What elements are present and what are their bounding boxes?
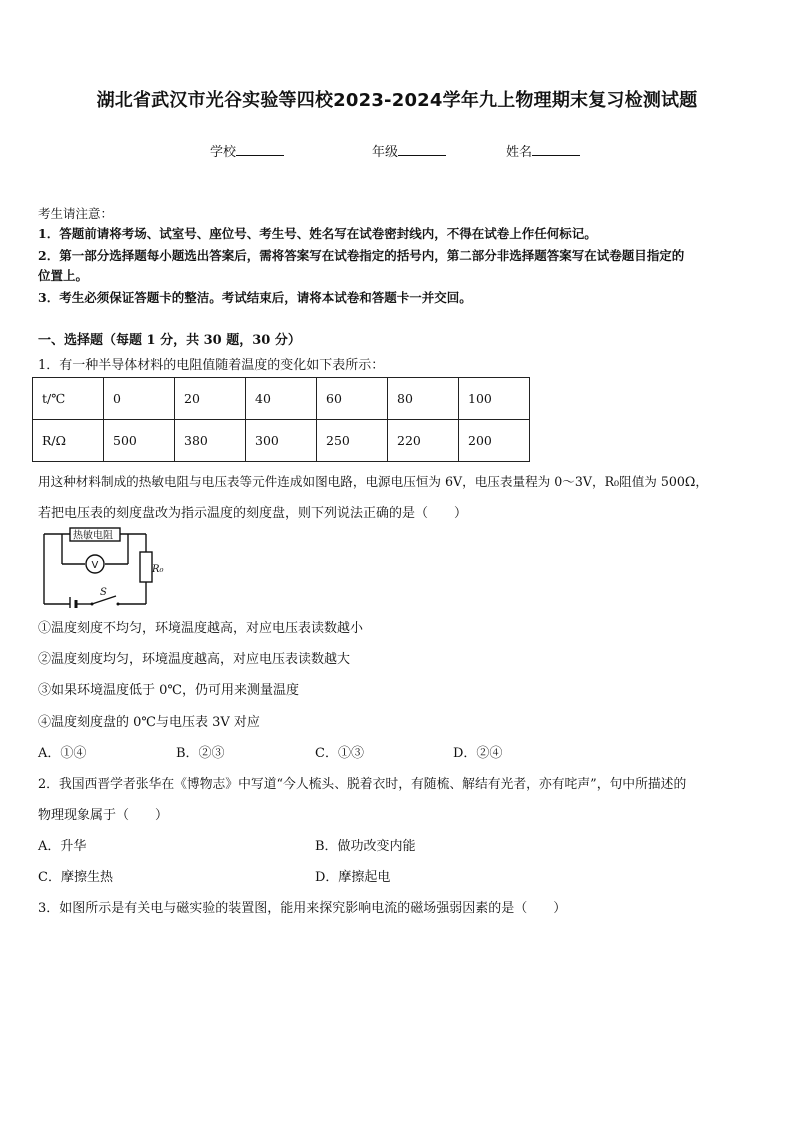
name-label: 姓名 [506, 145, 533, 160]
table-row [33, 378, 530, 420]
table-cell: 20 [175, 378, 246, 420]
r0-resistor [140, 552, 152, 582]
grade-field[interactable] [372, 141, 446, 160]
q2-option-c[interactable]: C．摩擦生热 [38, 870, 113, 885]
q1-stem: 1．有一种半导体材料的电阻值随着温度的变化如下表所示： [38, 358, 385, 373]
notice-item-2-cont: 位置上。 [38, 268, 89, 283]
school-blank[interactable] [236, 143, 284, 156]
school-label: 学校 [210, 145, 237, 160]
notice-item-3: 3．考生必须保证答题卡的整洁。考试结束后，请将本试卷和答题卡一并交回。 [38, 290, 472, 305]
table-cell-label: t/℃ [33, 378, 104, 420]
thermistor-label: 热敏电阻 [73, 530, 113, 542]
q2-option-b[interactable]: B．做功改变内能 [315, 839, 416, 854]
statement-3: ③如果环境温度低于 0℃，仍可用来测量温度 [38, 683, 299, 698]
table-cell: 250 [317, 420, 388, 462]
table-cell: 0 [104, 378, 175, 420]
circuit-diagram [40, 526, 170, 608]
statement-2: ②温度刻度均匀，环境温度越高，对应电压表读数越大 [38, 652, 351, 667]
switch-label: S [100, 587, 107, 598]
table-cell-label: R/Ω [33, 420, 104, 462]
name-blank[interactable] [532, 143, 580, 156]
statement-1: ①温度刻度不均匀，环境温度越高，对应电压表读数越小 [38, 621, 364, 636]
q1-text1: 用这种材料制成的热敏电阻与电压表等元件连成如图电路，电源电压恒为 6V，电压表量程为 0～3V，R₀阻值为 500Ω， [38, 474, 708, 489]
name-field[interactable] [506, 141, 580, 160]
grade-blank[interactable] [398, 143, 446, 156]
table-cell: 300 [246, 420, 317, 462]
table-cell: 80 [388, 378, 459, 420]
q1-option-b[interactable]: B．②③ [176, 746, 225, 761]
table-cell: 500 [104, 420, 175, 462]
q2-stem-line1: 2．我国西晋学者张华在《博物志》中写道“今人梳头、脱着衣时，有随梳、解结有光者，亦有咤声”，句中所描述的 [38, 777, 687, 792]
q3-stem: 3．如图所示是有关电与磁实验的装置图，能用来探究影响电流的磁场强弱因素的是（ ） [38, 901, 567, 916]
statement-4: ④温度刻度盘的 0℃与电压表 3V 对应 [38, 715, 260, 730]
table-cell: 60 [317, 378, 388, 420]
r0-label: R₀ [152, 564, 164, 575]
table-cell: 380 [175, 420, 246, 462]
table-cell: 220 [388, 420, 459, 462]
table-cell: 40 [246, 378, 317, 420]
table-row [33, 420, 530, 462]
q1-option-a[interactable]: A．①④ [38, 746, 87, 761]
switch-pivot [91, 603, 94, 606]
q2-option-a[interactable]: A．升华 [38, 839, 87, 854]
notice-item-2: 2．第一部分选择题每小题选出答案后，需将答案写在试卷指定的括号内，第二部分非选择题答案写在试卷题目指定的 [38, 248, 685, 263]
q2-option-d[interactable]: D．摩擦起电 [315, 870, 391, 885]
q1-text2: 若把电压表的刻度盘改为指示温度的刻度盘，则下列说法正确的是（ ） [38, 506, 468, 521]
grade-label: 年级 [372, 145, 399, 160]
notice-item-1: 1．答题前请将考场、试室号、座位号、考生号、姓名写在试卷密封线内，不得在试卷上作任何标记。 [38, 226, 597, 241]
table-cell: 200 [459, 420, 530, 462]
q1-option-d[interactable]: D．②④ [453, 746, 503, 761]
school-field[interactable] [210, 141, 284, 160]
q1-option-c[interactable]: C．①③ [315, 746, 364, 761]
q2-stem-line2: 物理现象属于（ ） [38, 808, 169, 823]
switch-contact [117, 603, 120, 606]
notice-heading: 考生请注意： [38, 206, 114, 221]
table-cell: 100 [459, 378, 530, 420]
section-heading: 一、选择题（每题 1 分，共 30 题，30 分） [38, 333, 301, 348]
voltmeter-label: V [91, 560, 99, 571]
resistance-table [32, 377, 530, 462]
page-title: 湖北省武汉市光谷实验等四校2023-2024学年九上物理期末复习检测试题 [96, 90, 698, 111]
